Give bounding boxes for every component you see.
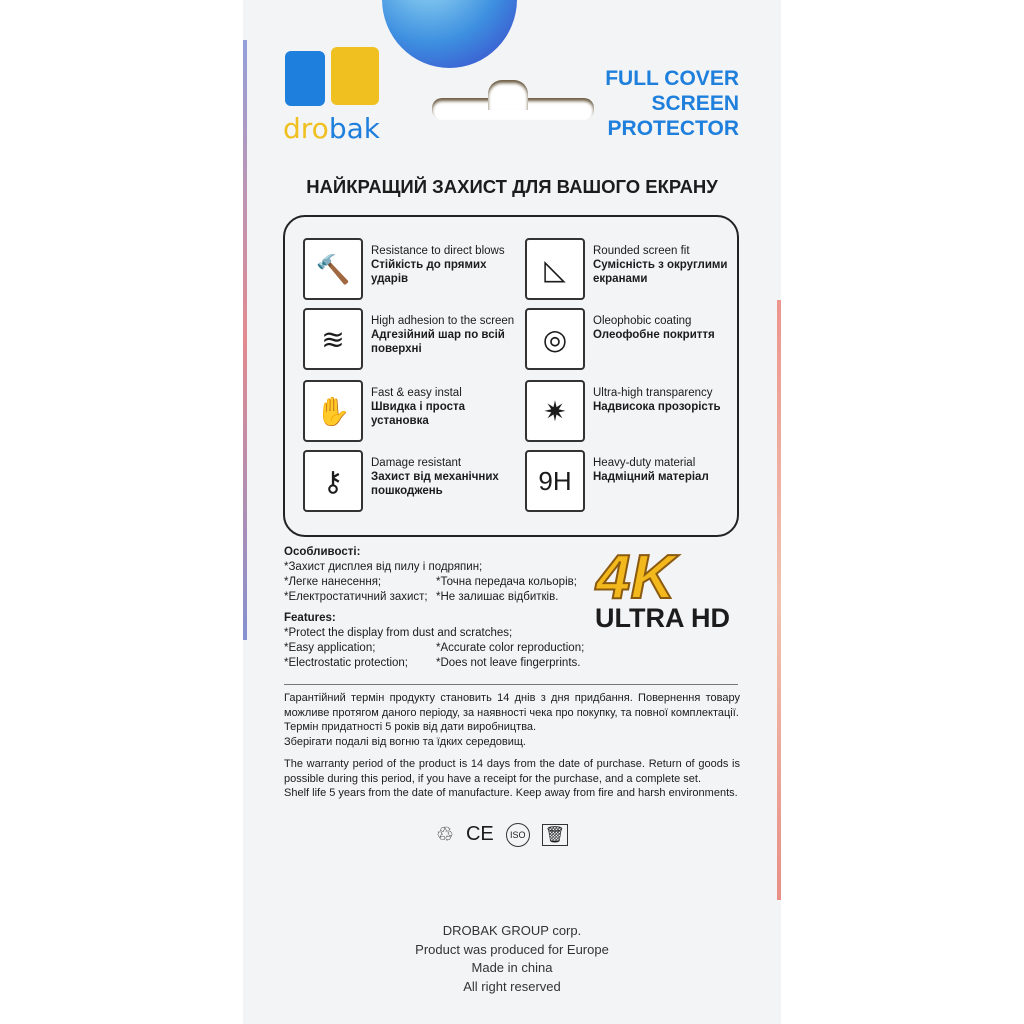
edge-stripe-left	[243, 40, 247, 640]
feature-line: *Protect the display from dust and scratches;	[284, 627, 513, 639]
ua-features	[284, 545, 584, 605]
brand-name	[283, 112, 380, 145]
brand-part2: bak	[328, 112, 380, 145]
feature-en: Resistance to direct blows	[371, 245, 505, 257]
feature-item	[525, 450, 733, 512]
sparkle-icon: ✷	[525, 380, 585, 442]
trash-bin-icon: 🗑	[542, 824, 568, 846]
adhesion-icon: ≋	[303, 308, 363, 370]
fingerprint-icon: ◎	[525, 308, 585, 370]
iso-icon: ISO	[506, 823, 530, 847]
ua-features-title: Особливості:	[284, 546, 361, 558]
9h-icon: 9H	[525, 450, 585, 512]
feature-line: *Захист дисплея від пилу і подряпин;	[284, 561, 483, 573]
feature-item	[303, 238, 521, 300]
footer-line: DROBAK GROUP corp.	[442, 923, 582, 938]
feature-en: Fast & easy instal	[371, 387, 462, 399]
feature-line: *Does not leave fingerprints.	[436, 657, 581, 669]
feature-en: Heavy-duty material	[593, 457, 696, 469]
warranty-text: Зберігати подалі від вогню та їдких середовищ.	[284, 735, 526, 748]
feature-line: *Не залишає відбитків.	[436, 591, 559, 603]
feature-line: *Точна передача кольорів;	[436, 576, 577, 588]
rounded-screen-icon: ◺	[525, 238, 585, 300]
key-icon: ⚷	[303, 450, 363, 512]
feature-en: High adhesion to the screen	[371, 315, 515, 327]
product-title	[605, 66, 739, 141]
ce-mark-icon: CE	[465, 823, 494, 845]
headline: НАЙКРАЩИЙ ЗАХИСТ ДЛЯ ВАШОГО ЕКРАНУ	[306, 176, 718, 197]
feature-item	[303, 308, 521, 370]
title-line: PROTECTOR	[607, 117, 739, 140]
hang-hole-top	[488, 80, 528, 110]
en-features-title: Features:	[284, 612, 336, 624]
feature-item	[525, 238, 733, 300]
hammer-icon: 🔨	[303, 238, 363, 300]
warranty-section	[284, 691, 740, 809]
feature-line: *Accurate color reproduction;	[436, 642, 585, 654]
warranty-ua	[284, 691, 740, 749]
feature-line: *Легке нанесення;	[284, 576, 382, 588]
feature-en: Damage resistant	[371, 457, 462, 469]
feature-ua: Надвисока прозорість	[593, 401, 721, 413]
footer-line: All right reserved	[463, 978, 561, 994]
feature-line: *Electrostatic protection;	[284, 657, 409, 669]
feature-ua: Сумісність з округлими екранами	[593, 259, 728, 285]
feature-ua: Захист від механічних пошкоджень	[371, 471, 499, 497]
warranty-text: The warranty period of the product is 14 days from the date of purchase. Return of goods is possible during this period, if you have a receipt for the purchase, and a complete set.	[284, 758, 740, 785]
feature-ua: Олеофобне покриття	[593, 329, 715, 341]
title-line: SCREEN	[651, 92, 739, 115]
title-line: FULL COVER	[605, 67, 739, 90]
feature-ua: Надміцний матеріал	[593, 471, 709, 483]
footer-line: Made in china	[471, 960, 553, 975]
feature-ua: Адгезійний шар по всій поверхні	[371, 329, 505, 355]
divider	[284, 684, 738, 685]
feature-en: Ultra-high transparency	[593, 387, 713, 399]
warranty-text: Гарантійний термін продукту становить 14 днів з дня придбання. Повернення товару можливе протягом даного періоду, за наявності чека про покупку, та повної комплектації.	[284, 692, 740, 719]
feature-line: *Easy application;	[284, 642, 376, 654]
feature-item	[303, 380, 521, 442]
warranty-en	[284, 757, 740, 801]
ultra-hd-label: ULTRA HD	[595, 603, 730, 633]
certification-marks	[436, 822, 568, 847]
features-lists	[284, 545, 584, 677]
feature-item	[303, 450, 521, 512]
feature-ua: Стійкість до прямих ударів	[371, 259, 487, 285]
feature-ua: Швидка і проста установка	[371, 401, 465, 427]
footer-line: Product was produced for Europe	[415, 941, 609, 957]
feature-item	[525, 380, 733, 442]
footer	[243, 922, 781, 996]
recycle-icon: ♲	[436, 824, 454, 846]
4k-badge: 4K	[596, 543, 676, 612]
feature-en: Rounded screen fit	[593, 245, 690, 257]
warranty-text: Shelf life 5 years from the date of manufacture. Keep away from fire and harsh environments.	[284, 787, 738, 799]
feature-item	[525, 308, 733, 370]
hand-icon: ✋	[303, 380, 363, 442]
brand-part1: dro	[283, 112, 329, 145]
feature-line: *Електростатичний захист;	[284, 591, 428, 603]
edge-stripe-right	[777, 300, 781, 900]
warranty-text: Термін придатності 5 років від дати виробництва.	[284, 721, 537, 733]
en-features	[284, 611, 584, 671]
feature-en: Oleophobic coating	[593, 315, 692, 327]
